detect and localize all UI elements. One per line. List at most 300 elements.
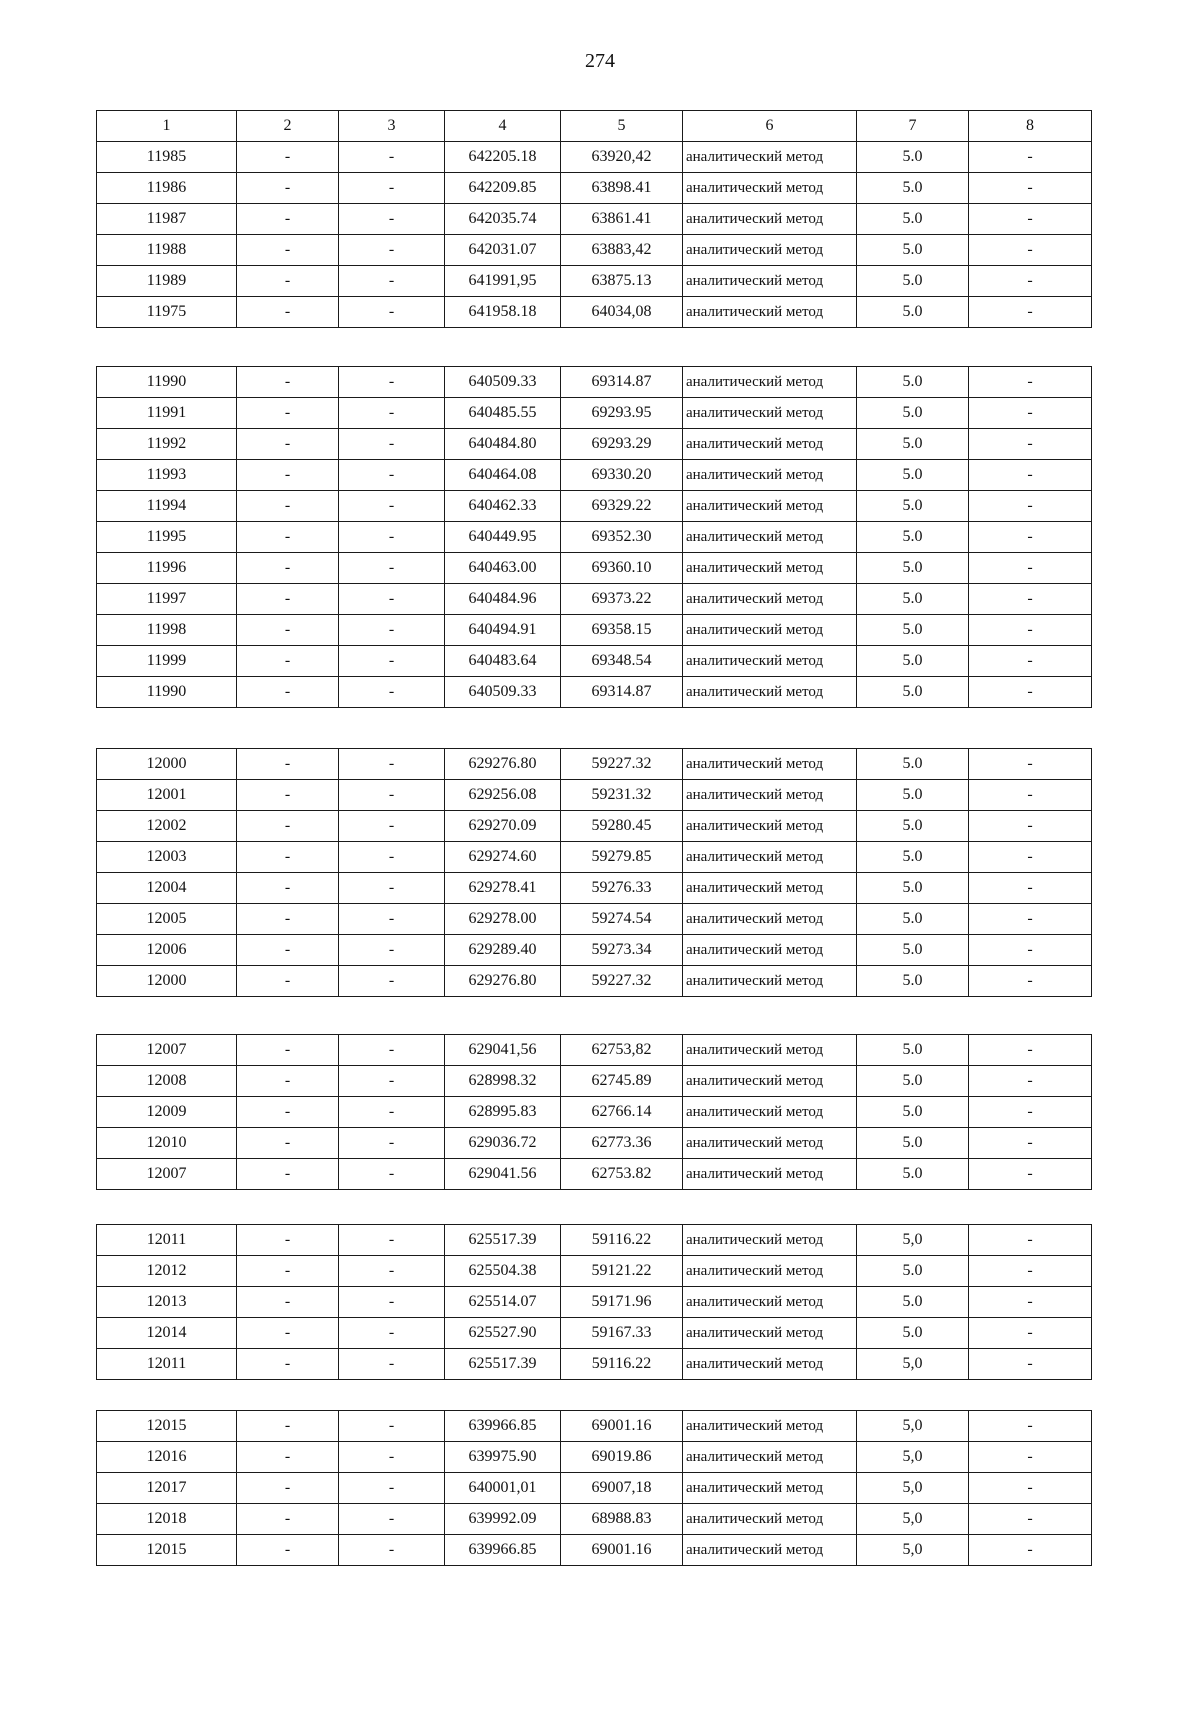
table-cell: - xyxy=(237,1256,339,1287)
header-cell: 7 xyxy=(857,111,969,142)
table-cell: - xyxy=(237,646,339,677)
table-cell: 62745.89 xyxy=(561,1066,683,1097)
method-cell: аналитический метод xyxy=(683,1256,857,1287)
table-cell: - xyxy=(237,584,339,615)
table-cell: - xyxy=(237,142,339,173)
table-row xyxy=(97,1473,1092,1504)
table-cell: - xyxy=(969,584,1092,615)
table-cell: - xyxy=(339,491,445,522)
table-cell: - xyxy=(339,1349,445,1380)
table-cell: 69329.22 xyxy=(561,491,683,522)
table-cell: 63861.41 xyxy=(561,204,683,235)
table-cell: 59121.22 xyxy=(561,1256,683,1287)
table-cell: 11985 xyxy=(97,142,237,173)
table-cell: 69360.10 xyxy=(561,553,683,584)
table-row xyxy=(97,1442,1092,1473)
table-cell: 69330.20 xyxy=(561,460,683,491)
table-cell: 59273.34 xyxy=(561,935,683,966)
table-cell: 59279.85 xyxy=(561,842,683,873)
table-cell: - xyxy=(339,1411,445,1442)
table-cell: - xyxy=(237,966,339,997)
coordinates-table-block-2 xyxy=(96,366,1092,708)
table-cell: - xyxy=(237,780,339,811)
table-cell: 59274.54 xyxy=(561,904,683,935)
table-row xyxy=(97,1349,1092,1380)
table-cell: - xyxy=(339,235,445,266)
table-cell: 5.0 xyxy=(857,749,969,780)
table-cell: 5,0 xyxy=(857,1225,969,1256)
table-cell: - xyxy=(339,142,445,173)
table-cell: - xyxy=(339,677,445,708)
table-row xyxy=(97,842,1092,873)
header-cell: 3 xyxy=(339,111,445,142)
table-cell: - xyxy=(339,749,445,780)
table-cell: 62766.14 xyxy=(561,1097,683,1128)
method-cell: аналитический метод xyxy=(683,142,857,173)
table-cell: - xyxy=(969,842,1092,873)
table-cell: 11997 xyxy=(97,584,237,615)
table-cell: - xyxy=(339,584,445,615)
table-cell: 11987 xyxy=(97,204,237,235)
table-cell: - xyxy=(237,1035,339,1066)
table-cell: 59116.22 xyxy=(561,1225,683,1256)
method-cell: аналитический метод xyxy=(683,235,857,266)
table-cell: - xyxy=(339,1504,445,1535)
table-cell: 63875.13 xyxy=(561,266,683,297)
table-cell: 629256.08 xyxy=(445,780,561,811)
method-cell: аналитический метод xyxy=(683,1225,857,1256)
header-cell: 1 xyxy=(97,111,237,142)
table-cell: - xyxy=(237,266,339,297)
table-cell: 5.0 xyxy=(857,1066,969,1097)
table-cell: - xyxy=(339,1159,445,1190)
table-cell: - xyxy=(339,904,445,935)
table-cell: 5.0 xyxy=(857,904,969,935)
method-cell: аналитический метод xyxy=(683,1128,857,1159)
table-cell: 11986 xyxy=(97,173,237,204)
table-cell: - xyxy=(969,1287,1092,1318)
table-cell: 12010 xyxy=(97,1128,237,1159)
table-cell: 12017 xyxy=(97,1473,237,1504)
table-row xyxy=(97,811,1092,842)
table-row xyxy=(97,460,1092,491)
table-cell: - xyxy=(969,646,1092,677)
method-cell: аналитический метод xyxy=(683,873,857,904)
table-row xyxy=(97,966,1092,997)
table-cell: 59227.32 xyxy=(561,966,683,997)
table-cell: 12018 xyxy=(97,1504,237,1535)
table-cell: - xyxy=(969,235,1092,266)
table-cell: 63883,42 xyxy=(561,235,683,266)
table-cell: 11994 xyxy=(97,491,237,522)
table-cell: - xyxy=(237,1349,339,1380)
table-cell: - xyxy=(237,553,339,584)
table-cell: 639975.90 xyxy=(445,1442,561,1473)
table-cell: - xyxy=(969,1159,1092,1190)
table-body xyxy=(97,367,1092,708)
table-row xyxy=(97,553,1092,584)
table-cell: 629289.40 xyxy=(445,935,561,966)
table-row xyxy=(97,398,1092,429)
table-cell: - xyxy=(237,1473,339,1504)
table-row xyxy=(97,1159,1092,1190)
table-cell: 5.0 xyxy=(857,646,969,677)
table-cell: - xyxy=(969,1097,1092,1128)
table-row xyxy=(97,1128,1092,1159)
table-cell: 11990 xyxy=(97,367,237,398)
table-cell: 629041,56 xyxy=(445,1035,561,1066)
method-cell: аналитический метод xyxy=(683,491,857,522)
method-cell: аналитический метод xyxy=(683,1411,857,1442)
table-cell: - xyxy=(237,1535,339,1566)
table-cell: - xyxy=(969,1225,1092,1256)
table-cell: 5.0 xyxy=(857,780,969,811)
method-cell: аналитический метод xyxy=(683,615,857,646)
table-cell: 5.0 xyxy=(857,522,969,553)
table-cell: 59280.45 xyxy=(561,811,683,842)
table-body xyxy=(97,1225,1092,1380)
table-row xyxy=(97,749,1092,780)
table-cell: - xyxy=(237,522,339,553)
table-body xyxy=(97,749,1092,997)
method-cell: аналитический метод xyxy=(683,780,857,811)
table-cell: - xyxy=(969,398,1092,429)
table-cell: - xyxy=(339,1225,445,1256)
table-cell: - xyxy=(237,235,339,266)
table-cell: 11995 xyxy=(97,522,237,553)
table-cell: 5.0 xyxy=(857,553,969,584)
method-cell: аналитический метод xyxy=(683,966,857,997)
table-cell: - xyxy=(969,522,1092,553)
table-cell: 69019.86 xyxy=(561,1442,683,1473)
method-cell: аналитический метод xyxy=(683,1066,857,1097)
table-row xyxy=(97,1066,1092,1097)
table-cell: - xyxy=(969,811,1092,842)
table-cell: - xyxy=(339,266,445,297)
table-row xyxy=(97,646,1092,677)
table-row xyxy=(97,615,1092,646)
table-cell: 5.0 xyxy=(857,1128,969,1159)
method-cell: аналитический метод xyxy=(683,173,857,204)
method-cell: аналитический метод xyxy=(683,646,857,677)
method-cell: аналитический метод xyxy=(683,266,857,297)
table-cell: - xyxy=(969,460,1092,491)
table-cell: 629278.41 xyxy=(445,873,561,904)
table-cell: - xyxy=(969,966,1092,997)
table-cell: 5.0 xyxy=(857,1256,969,1287)
table-cell: 625527.90 xyxy=(445,1318,561,1349)
table-cell: 11975 xyxy=(97,297,237,328)
table-cell: 12004 xyxy=(97,873,237,904)
table-cell: - xyxy=(969,491,1092,522)
table-cell: 59171.96 xyxy=(561,1287,683,1318)
table-cell: - xyxy=(339,646,445,677)
method-cell: аналитический метод xyxy=(683,367,857,398)
table-row xyxy=(97,1097,1092,1128)
coordinates-table-block-6 xyxy=(96,1410,1092,1566)
table-cell: - xyxy=(969,1318,1092,1349)
table-row xyxy=(97,1318,1092,1349)
table-cell: - xyxy=(237,1411,339,1442)
table-cell: - xyxy=(969,1066,1092,1097)
method-cell: аналитический метод xyxy=(683,522,857,553)
method-cell: аналитический метод xyxy=(683,1035,857,1066)
method-cell: аналитический метод xyxy=(683,460,857,491)
table-cell: - xyxy=(969,615,1092,646)
table-cell: 5.0 xyxy=(857,615,969,646)
table-cell: 69352.30 xyxy=(561,522,683,553)
table-cell: 11999 xyxy=(97,646,237,677)
table-row xyxy=(97,780,1092,811)
table-cell: - xyxy=(339,1473,445,1504)
table-cell: - xyxy=(969,1349,1092,1380)
table-row xyxy=(97,266,1092,297)
table-cell: 5.0 xyxy=(857,142,969,173)
table-cell: 640509.33 xyxy=(445,367,561,398)
table-row xyxy=(97,204,1092,235)
table-cell: 629274.60 xyxy=(445,842,561,873)
table-cell: - xyxy=(339,1535,445,1566)
table-row xyxy=(97,1225,1092,1256)
table-cell: - xyxy=(237,749,339,780)
table-cell: 639966.85 xyxy=(445,1411,561,1442)
table-cell: 642205.18 xyxy=(445,142,561,173)
table-cell: - xyxy=(237,367,339,398)
method-cell: аналитический метод xyxy=(683,1504,857,1535)
table-cell: - xyxy=(237,398,339,429)
table-cell: - xyxy=(339,398,445,429)
table-cell: 5.0 xyxy=(857,811,969,842)
method-cell: аналитический метод xyxy=(683,1535,857,1566)
table-cell: - xyxy=(237,935,339,966)
table-cell: 639992.09 xyxy=(445,1504,561,1535)
table-row xyxy=(97,1535,1092,1566)
table-cell: - xyxy=(339,935,445,966)
table-cell: - xyxy=(969,553,1092,584)
coordinates-table-block-4 xyxy=(96,1034,1092,1190)
table-row xyxy=(97,522,1092,553)
table-cell: 5.0 xyxy=(857,460,969,491)
table-cell: 11996 xyxy=(97,553,237,584)
table-cell: 640494.91 xyxy=(445,615,561,646)
table-cell: - xyxy=(969,1442,1092,1473)
coordinates-table-block-5 xyxy=(96,1224,1092,1380)
table-cell: 12006 xyxy=(97,935,237,966)
table-cell: 629041.56 xyxy=(445,1159,561,1190)
table-cell: - xyxy=(969,1473,1092,1504)
table-cell: - xyxy=(237,204,339,235)
table-cell: 59116.22 xyxy=(561,1349,683,1380)
table-cell: - xyxy=(339,460,445,491)
method-cell: аналитический метод xyxy=(683,1287,857,1318)
method-cell: аналитический метод xyxy=(683,1349,857,1380)
method-cell: аналитический метод xyxy=(683,584,857,615)
table-cell: 642031.07 xyxy=(445,235,561,266)
table-cell: - xyxy=(339,173,445,204)
table-cell: 59231.32 xyxy=(561,780,683,811)
table-cell: - xyxy=(339,1318,445,1349)
table-cell: 69001.16 xyxy=(561,1535,683,1566)
table-cell: - xyxy=(237,491,339,522)
table-cell: - xyxy=(237,873,339,904)
table-cell: 629276.80 xyxy=(445,966,561,997)
table-cell: 5.0 xyxy=(857,1035,969,1066)
table-cell: 640484.96 xyxy=(445,584,561,615)
table-cell: 59276.33 xyxy=(561,873,683,904)
table-body xyxy=(97,1035,1092,1190)
table-cell: - xyxy=(969,1504,1092,1535)
table-cell: - xyxy=(339,1066,445,1097)
table-cell: 5,0 xyxy=(857,1535,969,1566)
table-cell: 625504.38 xyxy=(445,1256,561,1287)
table-cell: - xyxy=(969,780,1092,811)
table-row xyxy=(97,935,1092,966)
table-cell: 12003 xyxy=(97,842,237,873)
table-cell: 12011 xyxy=(97,1349,237,1380)
header-cell: 6 xyxy=(683,111,857,142)
table-cell: 625517.39 xyxy=(445,1225,561,1256)
table-cell: 640462.33 xyxy=(445,491,561,522)
table-cell: 628998.32 xyxy=(445,1066,561,1097)
table-cell: - xyxy=(339,204,445,235)
table-cell: 5.0 xyxy=(857,204,969,235)
method-cell: аналитический метод xyxy=(683,297,857,328)
table-row xyxy=(97,367,1092,398)
table-cell: 69358.15 xyxy=(561,615,683,646)
table-row xyxy=(97,297,1092,328)
table-cell: - xyxy=(237,1287,339,1318)
header-cell: 4 xyxy=(445,111,561,142)
table-cell: 59167.33 xyxy=(561,1318,683,1349)
method-cell: аналитический метод xyxy=(683,811,857,842)
table-cell: - xyxy=(969,749,1092,780)
table-cell: - xyxy=(237,1504,339,1535)
table-cell: - xyxy=(969,297,1092,328)
method-cell: аналитический метод xyxy=(683,204,857,235)
table-cell: 5,0 xyxy=(857,1473,969,1504)
table-cell: - xyxy=(339,522,445,553)
table-row xyxy=(97,677,1092,708)
method-cell: аналитический метод xyxy=(683,1159,857,1190)
table-cell: 64034,08 xyxy=(561,297,683,328)
table-cell: - xyxy=(339,1128,445,1159)
table-cell: - xyxy=(969,142,1092,173)
page-number: 274 xyxy=(585,50,615,72)
table-cell: 5.0 xyxy=(857,266,969,297)
table-cell: 629270.09 xyxy=(445,811,561,842)
table-cell: - xyxy=(237,460,339,491)
table-body xyxy=(97,1411,1092,1566)
table-cell: 12015 xyxy=(97,1535,237,1566)
table-cell: - xyxy=(237,811,339,842)
table-cell: 5.0 xyxy=(857,966,969,997)
table-row xyxy=(97,491,1092,522)
table-cell: 63920,42 xyxy=(561,142,683,173)
table-cell: 5,0 xyxy=(857,1349,969,1380)
table-cell: 629036.72 xyxy=(445,1128,561,1159)
header-cell: 5 xyxy=(561,111,683,142)
coordinates-table-block-3 xyxy=(96,748,1092,997)
method-cell: аналитический метод xyxy=(683,749,857,780)
table-cell: 12007 xyxy=(97,1159,237,1190)
table-cell: - xyxy=(969,1035,1092,1066)
table-cell: - xyxy=(969,367,1092,398)
method-cell: аналитический метод xyxy=(683,677,857,708)
table-cell: 68988.83 xyxy=(561,1504,683,1535)
table-cell: 5.0 xyxy=(857,1097,969,1128)
table-cell: 641958.18 xyxy=(445,297,561,328)
table-cell: 12009 xyxy=(97,1097,237,1128)
table-cell: 62753.82 xyxy=(561,1159,683,1190)
table-body xyxy=(97,142,1092,328)
table-row xyxy=(97,173,1092,204)
table-cell: 5.0 xyxy=(857,842,969,873)
table-cell: 12013 xyxy=(97,1287,237,1318)
table-cell: 640509.33 xyxy=(445,677,561,708)
table-cell: 11998 xyxy=(97,615,237,646)
table-cell: 640463.00 xyxy=(445,553,561,584)
table-cell: 640484.80 xyxy=(445,429,561,460)
table-cell: 12014 xyxy=(97,1318,237,1349)
table-cell: 629276.80 xyxy=(445,749,561,780)
table-cell: 5.0 xyxy=(857,1159,969,1190)
table-cell: 11990 xyxy=(97,677,237,708)
table-cell: 69007,18 xyxy=(561,1473,683,1504)
method-cell: аналитический метод xyxy=(683,904,857,935)
table-cell: 11992 xyxy=(97,429,237,460)
coordinates-table-block-1 xyxy=(96,110,1092,328)
table-cell: 628995.83 xyxy=(445,1097,561,1128)
table-cell: 11993 xyxy=(97,460,237,491)
table-cell: - xyxy=(237,1128,339,1159)
table-cell: 69314.87 xyxy=(561,367,683,398)
method-cell: аналитический метод xyxy=(683,398,857,429)
table-cell: 640485.55 xyxy=(445,398,561,429)
table-cell: - xyxy=(339,1097,445,1128)
table-cell: 12008 xyxy=(97,1066,237,1097)
table-row xyxy=(97,873,1092,904)
table-cell: - xyxy=(339,1287,445,1318)
table-cell: 640001,01 xyxy=(445,1473,561,1504)
table-cell: - xyxy=(339,429,445,460)
table-cell: 69001.16 xyxy=(561,1411,683,1442)
table-cell: 12015 xyxy=(97,1411,237,1442)
table-cell: 640483.64 xyxy=(445,646,561,677)
table-cell: 640464.08 xyxy=(445,460,561,491)
table-cell: - xyxy=(969,677,1092,708)
table-cell: 59227.32 xyxy=(561,749,683,780)
table-cell: 640449.95 xyxy=(445,522,561,553)
table-cell: 625514.07 xyxy=(445,1287,561,1318)
method-cell: аналитический метод xyxy=(683,1442,857,1473)
table-cell: - xyxy=(237,429,339,460)
table-cell: - xyxy=(969,266,1092,297)
table-cell: - xyxy=(237,1097,339,1128)
table-row xyxy=(97,1504,1092,1535)
table-cell: 5.0 xyxy=(857,935,969,966)
method-cell: аналитический метод xyxy=(683,429,857,460)
table-cell: - xyxy=(969,1256,1092,1287)
table-cell: 63898.41 xyxy=(561,173,683,204)
table-cell: - xyxy=(969,904,1092,935)
table-cell: - xyxy=(339,367,445,398)
table-cell: 642035.74 xyxy=(445,204,561,235)
table-cell: 12007 xyxy=(97,1035,237,1066)
table-cell: - xyxy=(237,904,339,935)
method-cell: аналитический метод xyxy=(683,935,857,966)
table-cell: - xyxy=(237,1442,339,1473)
table-cell: 641991,95 xyxy=(445,266,561,297)
